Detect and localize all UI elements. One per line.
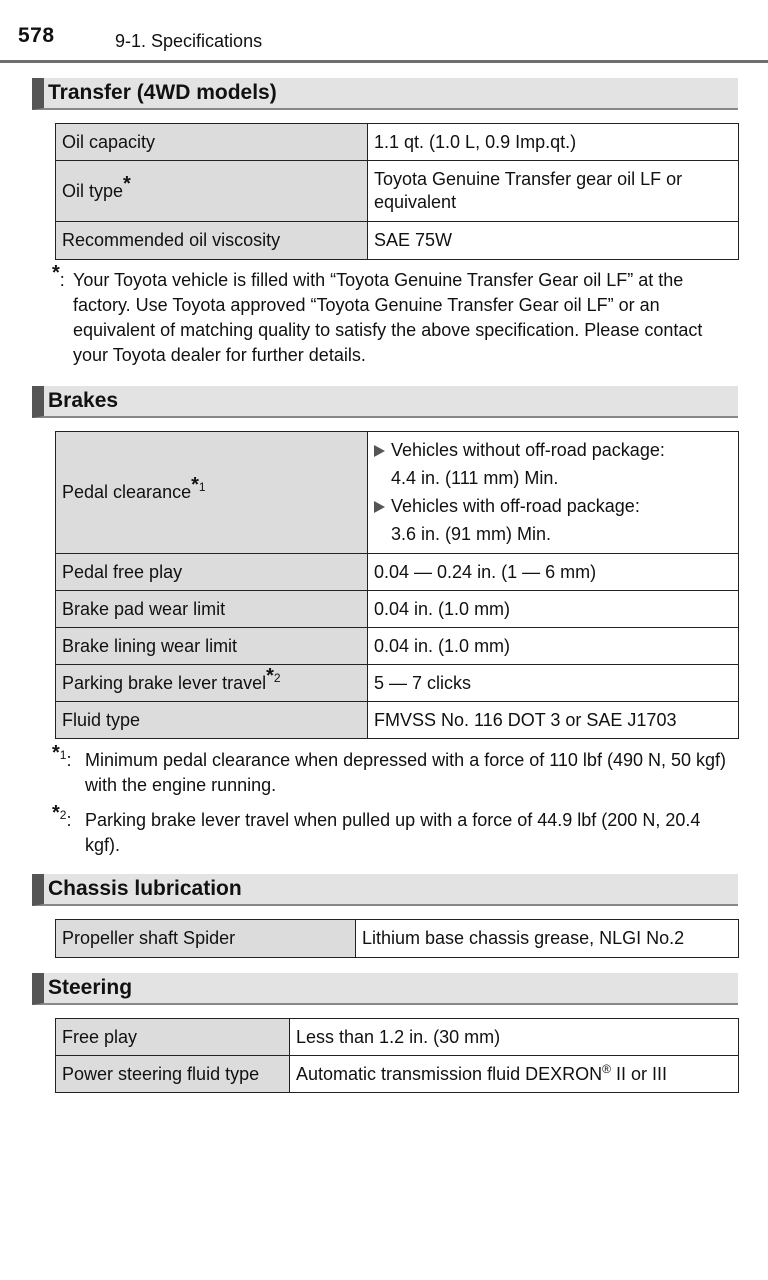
chassis-table bbox=[55, 919, 739, 958]
section-header-chassis bbox=[32, 874, 738, 906]
row-label: Brake pad wear limit bbox=[56, 591, 368, 628]
section-title: Transfer (4WD models) bbox=[48, 81, 277, 104]
table-row bbox=[56, 1056, 739, 1093]
list-item: Vehicles with off-road package: bbox=[374, 493, 732, 521]
footnote-text: Parking brake lever travel when pulled up with a force of 44.9 lbf (200 N, 20.4 kgf). bbox=[85, 810, 701, 855]
footnote-marker: $^{*2}$: bbox=[52, 802, 72, 830]
section-title: Steering bbox=[48, 976, 133, 999]
row-value: Automatic transmission fluid DEXRON® II or III bbox=[290, 1056, 739, 1093]
row-value: FMVSS No. 116 DOT 3 or SAE J1703 bbox=[368, 702, 739, 739]
list-item-value: 4.4 in. (111 mm) Min. bbox=[391, 468, 559, 488]
row-value: 1.1 qt. (1.0 L, 0.9 Imp.qt.) bbox=[368, 124, 739, 161]
row-label: Propeller shaft Spider bbox=[56, 920, 356, 958]
table-row bbox=[56, 920, 739, 958]
row-value: Toyota Genuine Transfer gear oil LF or equivalent bbox=[368, 161, 739, 222]
row-value: SAE 75W bbox=[368, 222, 739, 260]
table-row bbox=[56, 702, 739, 739]
table-row bbox=[56, 554, 739, 591]
transfer-table bbox=[55, 123, 739, 260]
row-value: 0.04 — 0.24 in. (1 — 6 mm) bbox=[368, 554, 739, 591]
row-label: Oil capacity bbox=[56, 124, 368, 161]
chapter-title: 9-1. Specifications bbox=[115, 31, 263, 51]
section-title: Chassis lubrication bbox=[48, 877, 242, 900]
row-label: Brake lining wear limit bbox=[56, 628, 368, 665]
table-row bbox=[56, 591, 739, 628]
table-row bbox=[56, 1019, 739, 1056]
list-item-value: 3.6 in. (91 mm) Min. bbox=[391, 524, 552, 544]
footnote-mark: *1 bbox=[191, 474, 206, 496]
list-item: Vehicles without off-road package: bbox=[374, 437, 732, 465]
table-row bbox=[56, 628, 739, 665]
section-header-transfer bbox=[32, 78, 738, 110]
brakes-footnote-1 bbox=[52, 742, 740, 800]
section-header-brakes bbox=[32, 386, 738, 418]
footnote-marker: *: bbox=[52, 262, 65, 290]
footnote-marker: $^{*1}$: bbox=[52, 742, 72, 770]
page-header bbox=[0, 0, 768, 62]
registered-mark: ® bbox=[602, 1061, 611, 1076]
section-title: Brakes bbox=[48, 389, 119, 412]
footnote-mark: *2 bbox=[266, 664, 281, 687]
row-label: Oil type* bbox=[56, 161, 368, 222]
row-label: Free play bbox=[56, 1019, 290, 1056]
table-row bbox=[56, 161, 739, 222]
row-label: Parking brake lever travel$^{*2}$ bbox=[56, 665, 368, 702]
row-value: Less than 1.2 in. (30 mm) bbox=[290, 1019, 739, 1056]
row-label: Recommended oil viscosity bbox=[56, 222, 368, 260]
header-divider bbox=[0, 60, 768, 63]
footnote-text: Your Toyota vehicle is filled with “Toyota Genuine Transfer Gear oil LF” at the factory. Use Toyota approved “Toyota Genuine Transfer Gear oil LF” or an equivalent of matching quality to satisfy the above specification. Please contact your Toyota dealer for further details. bbox=[73, 270, 703, 365]
row-label: Fluid type bbox=[56, 702, 368, 739]
triangle-bullet-icon bbox=[374, 445, 385, 457]
transfer-footnote bbox=[52, 262, 740, 370]
brakes-footnote-2 bbox=[52, 802, 740, 860]
page-number: 578 bbox=[18, 24, 55, 47]
triangle-bullet-icon bbox=[374, 501, 385, 513]
footnote-text: Minimum pedal clearance when depressed with a force of 110 lbf (490 N, 50 kgf) with the engine running. bbox=[85, 750, 727, 795]
row-label: Pedal clearance$^{*1}$ bbox=[56, 432, 368, 554]
row-value: 0.04 in. (1.0 mm) bbox=[368, 591, 739, 628]
footnote-mark: * bbox=[123, 172, 131, 195]
row-value bbox=[368, 432, 739, 554]
table-row bbox=[56, 222, 739, 260]
row-label: Power steering fluid type bbox=[56, 1056, 290, 1093]
steering-table bbox=[55, 1018, 739, 1093]
brakes-table bbox=[55, 431, 739, 739]
table-row bbox=[56, 665, 739, 702]
row-value: 5 — 7 clicks bbox=[368, 665, 739, 702]
table-row bbox=[56, 432, 739, 554]
table-row bbox=[56, 124, 739, 161]
row-value: Lithium base chassis grease, NLGI No.2 bbox=[356, 920, 739, 958]
section-header-steering bbox=[32, 973, 738, 1005]
row-value: 0.04 in. (1.0 mm) bbox=[368, 628, 739, 665]
row-label: Pedal free play bbox=[56, 554, 368, 591]
